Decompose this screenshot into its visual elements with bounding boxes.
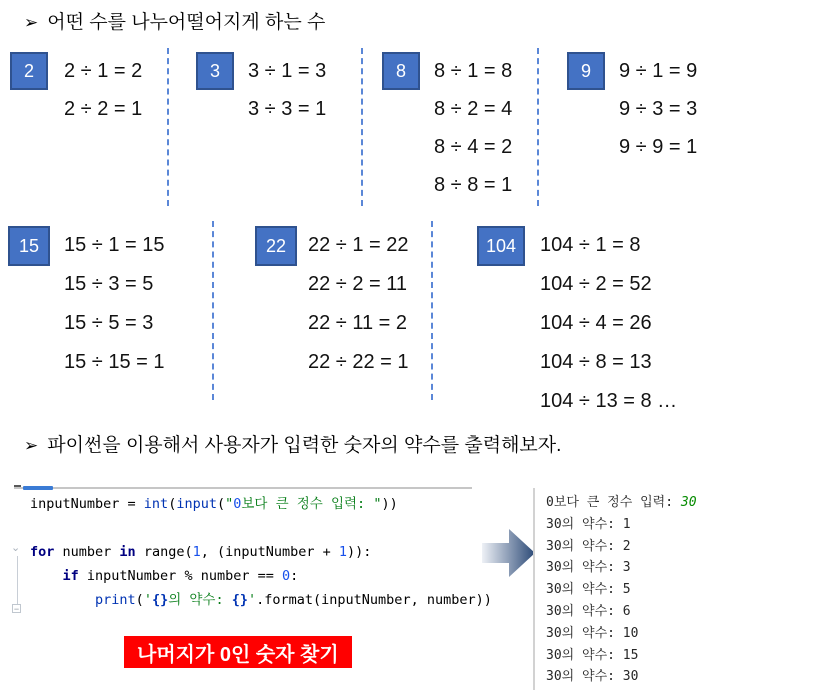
highlight-label: 나머지가 0인 숫자 찾기 xyxy=(124,636,352,668)
number-badge: 15 xyxy=(8,226,50,266)
console-output xyxy=(546,492,697,688)
console-line: 30의 약수: 30 xyxy=(546,669,639,685)
console-line: 30의 약수: 15 xyxy=(546,647,639,663)
heading-text: 파이썬을 이용해서 사용자가 입력한 숫자의 약수를 출력해보자. xyxy=(47,435,562,456)
equation: 2 ÷ 2 = 1 xyxy=(64,98,143,120)
number-badge: 3 xyxy=(196,52,234,90)
arrow-bullet-icon: ➢ xyxy=(24,13,39,32)
divisor-group-3 xyxy=(196,52,327,120)
equation: 15 ÷ 1 = 15 xyxy=(64,234,165,256)
number-badge: 8 xyxy=(382,52,420,90)
divisor-group-9 xyxy=(567,52,698,158)
console-line: 30의 약수: 3 xyxy=(546,560,631,576)
heading-text: 어떤 수를 나누어떨어지게 하는 수 xyxy=(47,12,326,33)
equation: 2 ÷ 1 = 2 xyxy=(64,60,143,82)
heading-python-task xyxy=(24,430,561,457)
equation-list xyxy=(308,226,409,382)
console-user-input: 30 xyxy=(680,495,697,510)
equation: 3 ÷ 1 = 3 xyxy=(248,60,327,82)
equation: 104 ÷ 2 = 52 xyxy=(540,273,652,295)
equation-list xyxy=(434,52,512,204)
dashed-divider xyxy=(212,221,214,400)
dashed-divider xyxy=(431,221,433,400)
equation-list xyxy=(64,226,165,382)
equation: 104 ÷ 1 = 8 xyxy=(540,234,641,256)
equation-list xyxy=(248,52,326,128)
dashed-divider xyxy=(361,48,363,206)
fold-guide-line xyxy=(17,556,18,608)
number-badge: 104 xyxy=(477,226,525,266)
python-code xyxy=(30,492,492,612)
equation: 8 ÷ 4 = 2 xyxy=(434,136,513,158)
equation: 22 ÷ 11 = 2 xyxy=(308,312,408,334)
equation: 104 ÷ 13 = 8 … xyxy=(540,390,678,412)
equation: 8 ÷ 1 = 8 xyxy=(434,60,513,82)
divisor-group-2 xyxy=(10,52,143,120)
console-line: 30의 약수: 1 xyxy=(546,516,631,532)
code-line: if inputNumber % number == 0: xyxy=(62,568,299,584)
equation: 104 ÷ 4 = 26 xyxy=(540,312,652,334)
code-line: inputNumber = int(input("0보다 큰 정수 입력: ")) xyxy=(30,496,398,512)
equation: 22 ÷ 22 = 1 xyxy=(308,351,409,373)
equation: 8 ÷ 8 = 1 xyxy=(434,174,513,196)
equation: 9 ÷ 1 = 9 xyxy=(619,60,698,82)
divisor-group-8 xyxy=(382,52,513,196)
editor-top-border xyxy=(14,487,472,489)
heading-divisor-definition xyxy=(24,7,325,34)
number-badge: 9 xyxy=(567,52,605,90)
console-line: 0보다 큰 정수 입력: 30 xyxy=(546,495,697,510)
divisor-group-22 xyxy=(255,226,409,373)
equation: 22 ÷ 2 = 11 xyxy=(308,273,408,295)
number-badge: 2 xyxy=(10,52,48,90)
code-line xyxy=(30,516,492,540)
dashed-divider xyxy=(537,48,539,206)
dashed-divider xyxy=(167,48,169,206)
equation: 3 ÷ 3 = 1 xyxy=(248,98,327,120)
console-line: 30의 약수: 6 xyxy=(546,603,631,619)
divisor-group-104 xyxy=(477,226,678,412)
console-line: 30의 약수: 5 xyxy=(546,582,631,598)
equation-list xyxy=(64,52,142,128)
equation: 15 ÷ 5 = 3 xyxy=(64,312,154,334)
console-line: 30의 약수: 2 xyxy=(546,538,631,554)
equation: 15 ÷ 15 = 1 xyxy=(64,351,165,373)
equation: 9 ÷ 3 = 3 xyxy=(619,98,698,120)
console-line: 30의 약수: 10 xyxy=(546,625,639,641)
number-badge: 22 xyxy=(255,226,297,266)
divisor-group-15 xyxy=(8,226,165,373)
console-left-border xyxy=(533,488,535,690)
arrow-bullet-icon: ➢ xyxy=(24,436,39,455)
equation: 8 ÷ 2 = 4 xyxy=(434,98,513,120)
code-line: print('{}의 약수: {}'.format(inputNumber, number)) xyxy=(95,592,492,608)
fold-chevron-icon: ⌄ xyxy=(11,542,21,554)
arrow-right-icon xyxy=(481,525,537,581)
equation-list xyxy=(619,52,697,166)
equation: 15 ÷ 3 = 5 xyxy=(64,273,154,295)
equation: 9 ÷ 9 = 1 xyxy=(619,136,698,158)
code-line: for number in range(1, (inputNumber + 1)): xyxy=(30,544,372,560)
fold-minus-icon: − xyxy=(13,604,20,614)
equation-list xyxy=(540,226,677,421)
equation: 22 ÷ 1 = 22 xyxy=(308,234,409,256)
equation: 104 ÷ 8 = 13 xyxy=(540,351,652,373)
scrollbar-thumb xyxy=(23,486,53,490)
